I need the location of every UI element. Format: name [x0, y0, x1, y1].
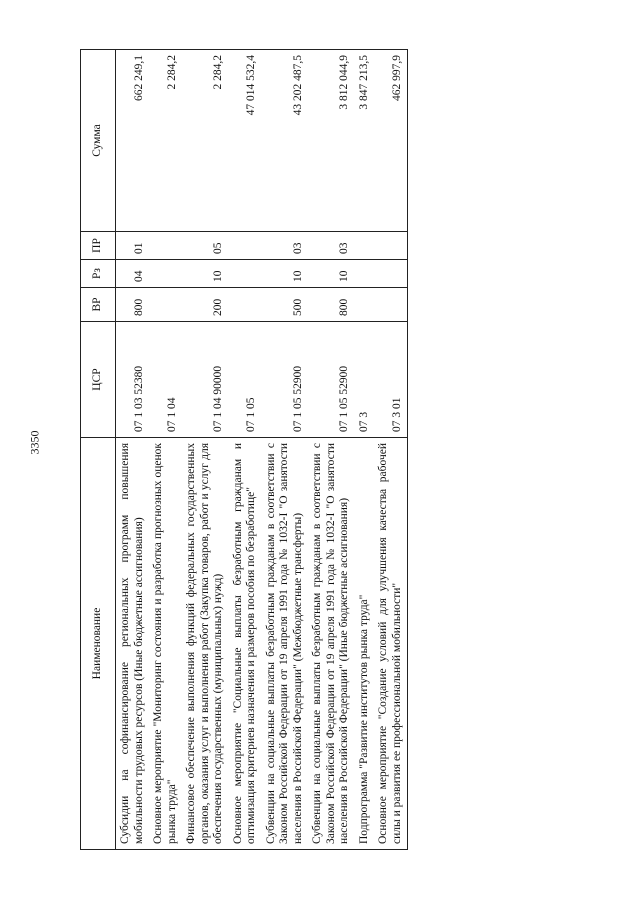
row-rz: 10: [262, 260, 309, 288]
table-row: [182, 50, 229, 850]
row-csr: 07 1 04: [149, 322, 182, 438]
header-sum: Сумма: [81, 50, 116, 232]
row-vr: 200: [182, 288, 229, 322]
row-vr: 800: [116, 288, 150, 322]
row-rz: 04: [116, 260, 150, 288]
row-vr: [374, 288, 408, 322]
table-row: [149, 50, 182, 850]
row-csr: 07 1 05 52900: [308, 322, 355, 438]
row-sum: 662 249,1: [116, 50, 150, 232]
row-vr: [149, 288, 182, 322]
row-pr: [355, 232, 375, 260]
row-sum: 2 284,2: [149, 50, 182, 232]
row-vr: [355, 288, 375, 322]
row-name: Субвенции на социальные выплаты безработным гражданам в соответствии с Законом Российской Федерации от 19 апреля 1991 года № 1032-I "О занятости населения в Российской Федерации" (Межбюджетные трансферты): [262, 438, 309, 850]
row-pr: 03: [262, 232, 309, 260]
row-rz: [149, 260, 182, 288]
row-name: Основное мероприятие "Социальные выплаты безработным гражданам и оптимизация критериев назначения и размеров пособия по безработице": [229, 438, 262, 850]
row-pr: 03: [308, 232, 355, 260]
row-csr: 07 3: [355, 322, 375, 438]
header-pr: ПР: [81, 232, 116, 260]
row-sum: 462 997,9: [374, 50, 408, 232]
row-pr: 05: [182, 232, 229, 260]
row-name: Субвенции на социальные выплаты безработным гражданам в соответствии с Законом Российской Федерации от 19 апреля 1991 года № 1032-I "О занятости населения в Российской Федерации" (Иные бюджетные ассигнования): [308, 438, 355, 850]
header-name: Наименование: [81, 438, 116, 850]
row-vr: 800: [308, 288, 355, 322]
table-row: [229, 50, 262, 850]
row-name: Субсидии на софинансирование региональных программ повышения мобильности трудовых ресурсов (Иные бюджетные ассигнования): [116, 438, 150, 850]
row-rz: [355, 260, 375, 288]
header-rz: Рз: [81, 260, 116, 288]
row-sum: 2 284,2: [182, 50, 229, 232]
rotated-table-container: [80, 50, 600, 850]
row-rz: [229, 260, 262, 288]
header-csr: ЦСР: [81, 322, 116, 438]
row-rz: [374, 260, 408, 288]
row-name: Основное мероприятие "Создание условий для улучшения качества рабочей силы и развития ее профессиональной мобильности": [374, 438, 408, 850]
row-pr: [229, 232, 262, 260]
row-sum: 3 812 044,9: [308, 50, 355, 232]
row-name: Основное мероприятие "Мониторинг состояния и разработка прогнозных оценок рынка труда": [149, 438, 182, 850]
table-row: [116, 50, 150, 850]
budget-table: [80, 49, 408, 850]
row-vr: [229, 288, 262, 322]
table-row: [374, 50, 408, 850]
table-row: [308, 50, 355, 850]
row-pr: 01: [116, 232, 150, 260]
row-pr: [374, 232, 408, 260]
row-rz: 10: [182, 260, 229, 288]
row-name: Подпрограмма "Развитие институтов рынка труда": [355, 438, 375, 850]
row-csr: 07 1 04 90000: [182, 322, 229, 438]
row-sum: 43 202 487,5: [262, 50, 309, 232]
row-vr: 500: [262, 288, 309, 322]
row-csr: 07 3 01: [374, 322, 408, 438]
row-rz: 10: [308, 260, 355, 288]
row-csr: 07 1 05 52900: [262, 322, 309, 438]
table-header-row: [81, 50, 116, 850]
row-name: Финансовое обеспечение выполнения функций федеральных государственных органов, оказания услуг и выполнения работ (Закупка товаров, работ и услуг для обеспечения государственных (муниципальных) нужд): [182, 438, 229, 850]
header-vr: ВР: [81, 288, 116, 322]
row-csr: 07 1 03 52380: [116, 322, 150, 438]
table-row: [355, 50, 375, 850]
row-pr: [149, 232, 182, 260]
page-number: 3350: [27, 430, 42, 455]
row-sum: 47 014 532,4: [229, 50, 262, 232]
row-sum: 3 847 213,5: [355, 50, 375, 232]
table-row: [262, 50, 309, 850]
row-csr: 07 1 05: [229, 322, 262, 438]
